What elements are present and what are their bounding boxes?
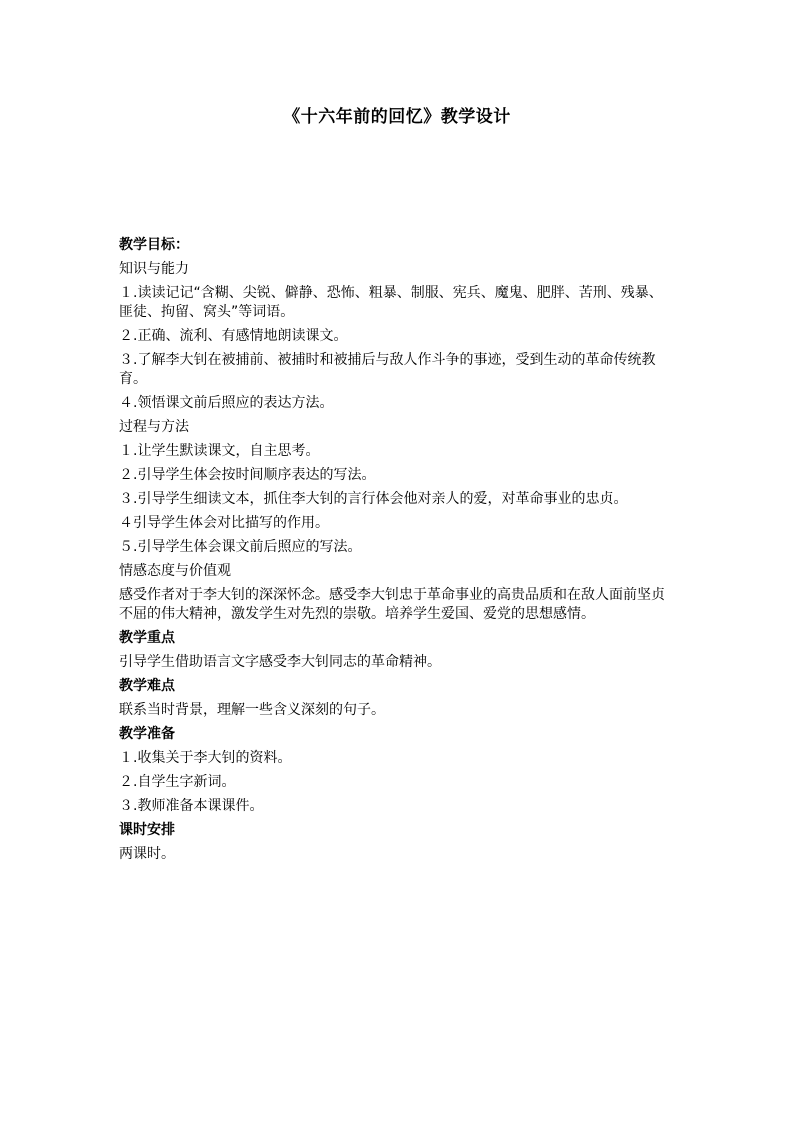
difficulties-heading: 教学难点 xyxy=(119,678,175,694)
process-item: ４引导学生体会对比描写的作用。 xyxy=(119,515,329,531)
preparation-item: ２.自学生字新词。 xyxy=(119,774,236,790)
process-item: １.让学生默读课文，自主思考。 xyxy=(119,443,320,459)
schedule-text: 两课时。 xyxy=(119,846,175,862)
process-item: ３.引导学生细读文本，抓住李大钊的言行体会他对亲人的爱，对革命事业的忠贞。 xyxy=(119,491,628,507)
key-points-heading: 教学重点 xyxy=(119,630,175,646)
knowledge-item: １.读读记记“含糊、尖锐、僻静、恐怖、粗暴、制服、宪兵、魔鬼、肥胖、苦刑、残暴、匪徒、拘留、窝头”等词语。 xyxy=(119,285,663,320)
knowledge-label: 知识与能力 xyxy=(119,261,189,277)
process-item: ２.引导学生体会按时间顺序表达的写法。 xyxy=(119,467,376,483)
key-points-text: 引导学生借助语言文字感受李大钊同志的革命精神。 xyxy=(119,654,441,670)
difficulties-text: 联系当时背景，理解一些含义深刻的句子。 xyxy=(119,702,385,718)
document-body xyxy=(119,236,675,869)
preparation-item: ３.教师准备本课课件。 xyxy=(119,798,264,814)
preparation-heading: 教学准备 xyxy=(119,726,175,742)
objectives-heading: 教学目标： xyxy=(119,237,189,253)
process-label: 过程与方法 xyxy=(119,419,189,435)
preparation-item: １.收集关于李大钊的资料。 xyxy=(119,750,292,766)
knowledge-item: ３.了解李大钊在被捕前、被捕时和被捕后与敌人作斗争的事迹，受到生动的革命传统教育。 xyxy=(119,352,656,387)
emotion-label: 情感态度与价值观 xyxy=(119,563,231,579)
schedule-heading: 课时安排 xyxy=(119,822,175,838)
process-item: ５.引导学生体会课文前后照应的写法。 xyxy=(119,539,362,555)
knowledge-item: ４.领悟课文前后照应的表达方法。 xyxy=(119,395,334,411)
document-title: 《十六年前的回忆》教学设计 xyxy=(283,107,511,127)
knowledge-item: ２.正确、流利、有感情地朗读课文。 xyxy=(119,328,348,344)
emotion-text: 感受作者对于李大钊的深深怀念。感受李大钊忠于革命事业的高贵品质和在敌人面前坚贞不屈的伟大精神，激发学生对先烈的崇敬。培养学生爱国、爱党的思想感情。 xyxy=(119,587,665,622)
